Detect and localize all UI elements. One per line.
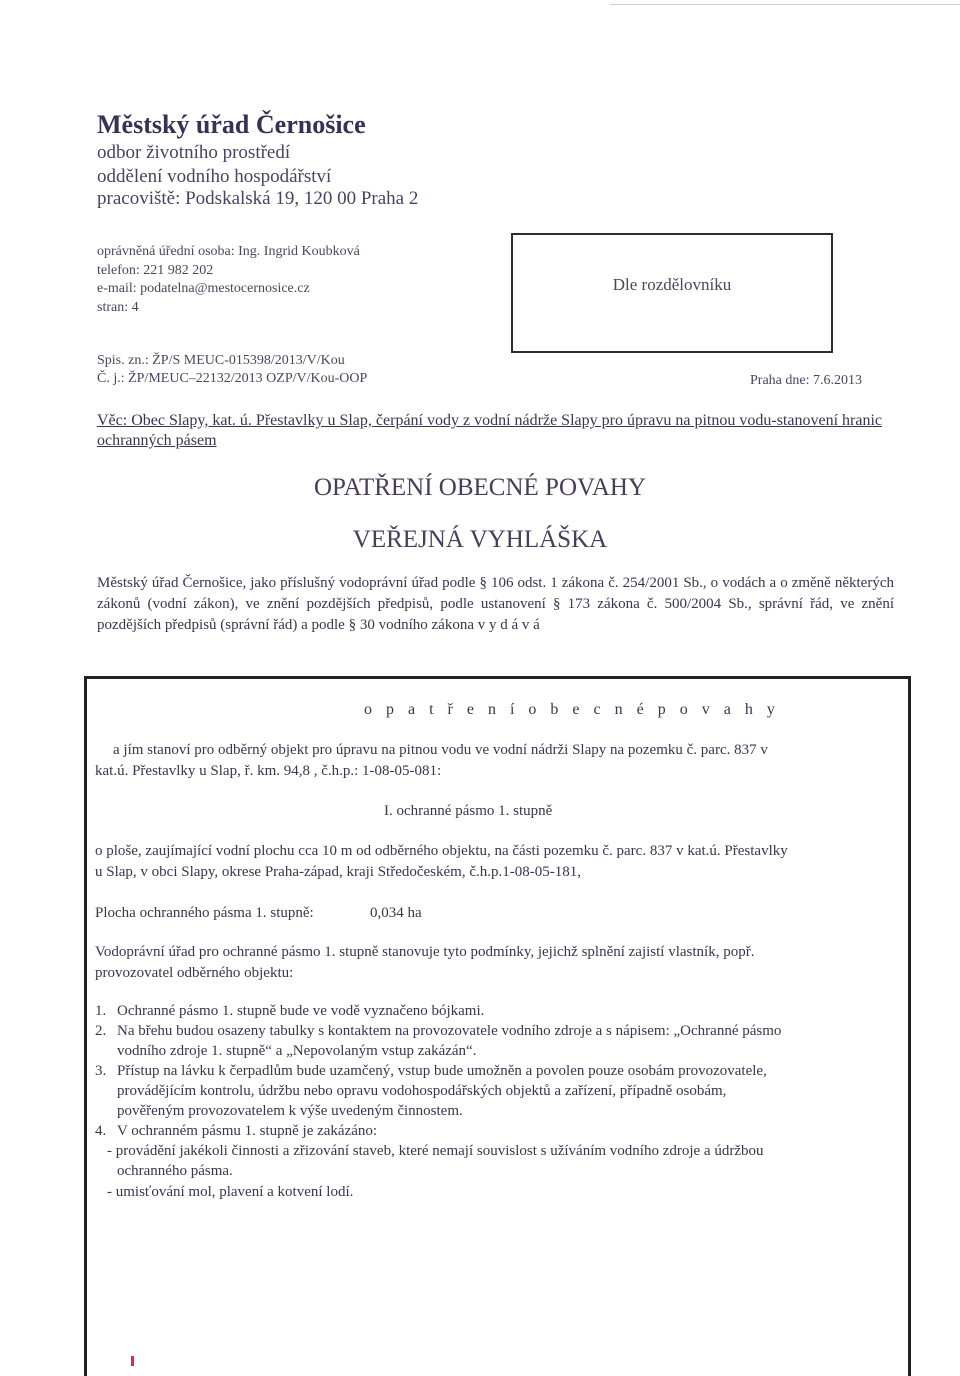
condition-item: 3. Přístup na lávku k čerpadlům bude uzamčený, vstup bude umožněn a povolen pouze osobám provozovatele, [95, 1063, 767, 1079]
file-reference: Spis. zn.: ŽP/S MEUC-015398/2013/V/Kou [97, 353, 345, 368]
decision-line-2: kat.ú. Přestavlky u Slap, ř. km. 94,8 , č.h.p.: 1-08-05-081: [95, 763, 442, 779]
zone-description-1: o ploše, zaujímající vodní plochu cca 10 m od odběrného objektu, na části pozemku č. parc. 837 v kat.ú. Přestavlky [95, 843, 788, 859]
email: e-mail: podatelna@mestocernosice.cz [97, 281, 310, 296]
document-date: Praha dne: 7.6.2013 [750, 373, 862, 388]
decision-line-1: a jím stanoví pro odběrný objekt pro úpravu na pitnou vodu ve vodní nádrži Slapy na pozemku č. parc. 837 v [113, 742, 768, 758]
condition-item: 1. Ochranné pásmo 1. stupně bude ve vodě vyznačeno bójkami. [95, 1003, 485, 1019]
zone-area-label: Plocha ochranného pásma 1. stupně: [95, 905, 314, 921]
recipient: Dle rozdělovníku [612, 275, 732, 294]
condition-item-continued: provádějícím kontrolu, údržbu nebo opravu vodohospodářských objektů a zařízení, případně osobám, [117, 1083, 727, 1099]
page-count: stran: 4 [97, 300, 139, 315]
condition-item: 4. V ochranném pásmu 1. stupně je zakázáno: [95, 1123, 378, 1139]
document-title: OPATŘENÍ OBECNÉ POVAHY [314, 474, 646, 501]
zone-description-2: u Slap, v obci Slapy, okrese Praha-západ, kraji Středočeském, č.h.p.1-08-05-181, [95, 864, 581, 880]
top-edge-line [610, 4, 960, 5]
division-line: oddělení vodního hospodářství [97, 166, 332, 187]
condition-item-continued: vodního zdroje 1. stupně“ a „Nepovolaným vstup zakázán“. [117, 1043, 477, 1059]
condition-item: 2. Na břehu budou osazeny tabulky s kontaktem na provozovatele vodního zdroje a s nápisem: „Ochranné pásmo [95, 1023, 782, 1039]
subject: Věc: Obec Slapy, kat. ú. Přestavlky u Slap, čerpání vody z vodní nádrže Slapy pro úpravu na pitnou vodu-stanovení hranic ochranných pásem [97, 412, 882, 449]
decision-heading: o p a t ř e n í o b e c n é p o v a h y [364, 701, 780, 718]
prohibition-item: - provádění jakékoli činnosti a zřizování staveb, které nemají souvislost s užíváním vodního zdroje a údržbou [107, 1143, 764, 1159]
prohibition-item: - umisťování mol, plavení a kotvení lodí. [107, 1184, 354, 1200]
page-mark [131, 1356, 134, 1366]
protection-zone-title: I. ochranné pásmo 1. stupně [384, 803, 553, 819]
zone-area-value: 0,034 ha [370, 905, 422, 921]
recipient-box [511, 233, 833, 353]
department-line: odbor životního prostředí [97, 142, 291, 163]
reference-number: Č. j.: ŽP/MEUC–22132/2013 OZP/V/Kou-OOP [97, 371, 368, 386]
conditions-intro-2: provozovatel odběrného objektu: [95, 965, 294, 981]
conditions-intro-1: Vodoprávní úřad pro ochranné pásmo 1. stupně stanovuje tyto podmínky, jejichž splnění zajistí vlastník, popř. [95, 944, 755, 960]
decision-box [84, 676, 911, 1376]
intro-paragraph: Městský úřad Černošice, jako příslušný vodoprávní úřad podle § 106 odst. 1 zákona č. 254/2001 Sb., o vodách a o změně některých zákonů (vodní zákon), ve znění pozdějších předpisů, podle ustanovení § 173 zákona č. 500/2004 Sb., správní řád, ve znění pozdějších předpisů (správní řád) a podle § 30 vodního zákona v y d á v á [97, 575, 894, 633]
address-line: pracoviště: Podskalská 19, 120 00 Praha 2 [97, 188, 419, 209]
office-name: Městský úřad Černošice [97, 110, 366, 139]
condition-item-continued: pověřeným provozovatelem k výše uvedeným činnostem. [117, 1103, 463, 1119]
phone: telefon: 221 982 202 [97, 263, 214, 278]
document-subtitle: VEŘEJNÁ VYHLÁŠKA [352, 526, 608, 553]
prohibition-item-continued: ochranného pásma. [117, 1163, 233, 1179]
official-person: oprávněná úřední osoba: Ing. Ingrid Koubková [97, 244, 360, 259]
